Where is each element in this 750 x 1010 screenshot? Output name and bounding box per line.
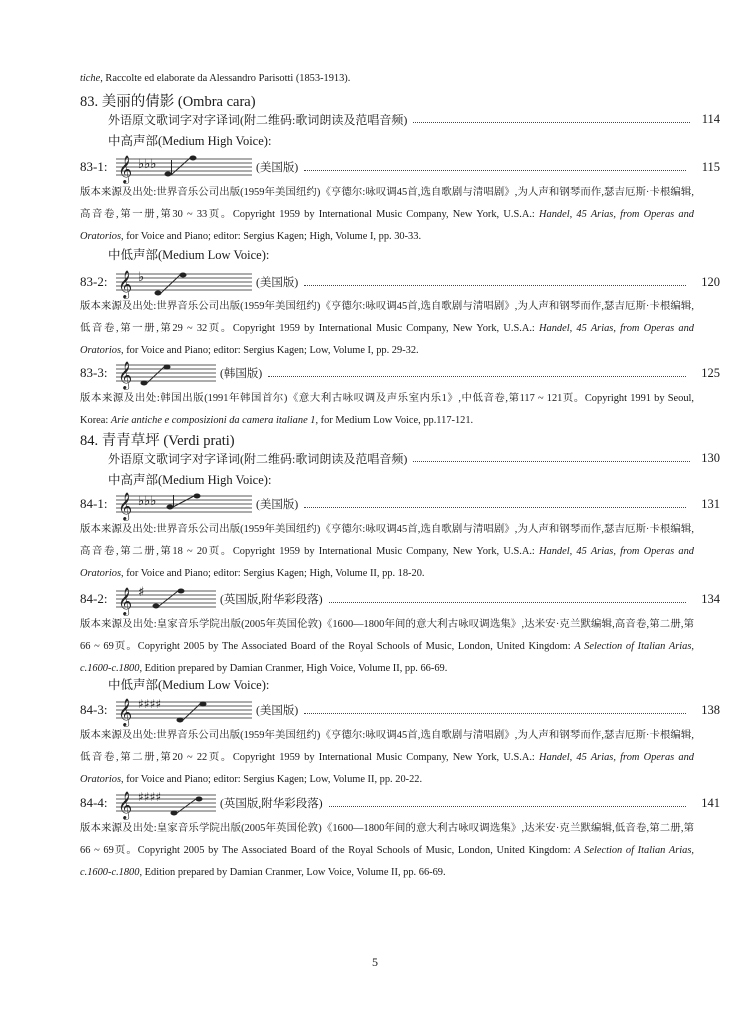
incipit-code: 83-1:	[80, 159, 108, 174]
music-staff-icon	[116, 356, 216, 390]
note-head-icon	[167, 505, 174, 510]
treble-clef-icon: 𝄞	[118, 492, 133, 520]
music-staff-icon	[116, 487, 252, 521]
song-83-medium-high-label: 中高声部(Medium High Voice):	[108, 134, 272, 148]
treble-clef-icon: 𝄞	[118, 698, 133, 726]
intro-line: tiche, Raccolte ed elaborate da Alessandro Parisotti (1853-1913).	[80, 73, 351, 84]
accidentals-icon: ♭♭♭	[138, 157, 157, 172]
accidentals-icon: ♯♯♯♯	[138, 697, 162, 711]
lyrics-entry-label: 外语原文歌词字对字译词(附二维码:歌词朗读及范唱音频)	[108, 451, 408, 466]
pitch-range-line	[159, 591, 178, 606]
incipit-83-2-source: 版本来源及出处:世界音乐公司出版(1959年美国纽约)《亨德尔:咏叹调45首,选自歌剧与清唱剧》,为人声和钢琴而作,瑟吉厄斯·卡根编辑,低音卷,第一册,第29 ~ 32页。Copyright 1959 by International Music Company, New York, U.S.A.: Handel, 45 Arias, from Operas and Oratorios, for Voice and Piano; editor: Sergius Kagen; Low, Volume I, pp. 29-32.	[80, 301, 694, 356]
page-ref: 131	[701, 496, 720, 511]
pitch-range-line	[173, 496, 194, 507]
pitch-range-line	[171, 158, 190, 175]
incipit-code: 84-1:	[80, 496, 108, 511]
accidentals-icon: ♭	[138, 270, 145, 285]
dot-leader	[268, 376, 686, 377]
page-ref: 134	[701, 591, 720, 606]
incipit-code: 84-2:	[80, 591, 108, 606]
incipit-84-3-source: 版本来源及出处:世界音乐公司出版(1959年美国纽约)《亨德尔:咏叹调45首,选自歌剧与清唱剧》,为人声和钢琴而作,瑟吉厄斯·卡根编辑,低音卷,第二册,第20 ~ 22页。Copyright 1959 by International Music Company, New York, U.S.A.: Handel, 45 Arias, from Operas and Oratorios, for Voice and Piano; editor: Sergius Kagen; Low, Volume II, pp. 20-22.	[80, 730, 694, 785]
incipit-84-4[interactable]	[80, 786, 720, 820]
note-head-icon	[155, 291, 162, 296]
accidentals-icon: ♯	[138, 585, 145, 600]
note-head-icon	[200, 702, 207, 707]
note-head-icon	[180, 273, 187, 278]
page-ref: 120	[701, 274, 720, 289]
note-head-icon	[196, 797, 203, 802]
incipit-84-2-source: 版本来源及出处:皇家音乐学院出版(2005年英国伦敦)《1600—1800年间的意大利古咏叹调选集》,达米安·克兰默编辑,高音卷,第二册,第66 ~ 69页。Copyright 2005 by The Associated Board of the Royal Schools of Music, London, United Kingdom: A Selection of Italian Arias, c.1600-c.1800, Edition prepared by Damian Cranmer, High Voice, Volume II, pp. 66-69.	[80, 619, 694, 674]
music-staff-icon	[116, 582, 216, 616]
incipit-84-2[interactable]	[80, 582, 720, 616]
edition-label: (英国版,附华彩段落)	[220, 594, 323, 606]
note-head-icon	[178, 589, 185, 594]
treble-clef-icon: 𝄞	[118, 587, 133, 615]
page-ref: 138	[701, 702, 720, 717]
edition-label: (美国版)	[256, 499, 299, 511]
treble-clef-icon: 𝄞	[118, 361, 133, 389]
note-head-icon	[165, 172, 172, 177]
note-head-icon	[190, 156, 197, 161]
incipit-83-1[interactable]	[80, 150, 720, 184]
dot-leader	[304, 170, 686, 171]
incipit-code: 83-2:	[80, 274, 108, 289]
page-ref: 130	[701, 450, 720, 465]
music-staff-icon	[116, 786, 216, 820]
page-ref: 114	[701, 111, 720, 126]
dot-leader	[413, 122, 690, 123]
song-83-heading: 83. 美丽的倩影 (Ombra cara)	[80, 94, 256, 110]
incipit-84-1[interactable]	[80, 487, 720, 521]
edition-label: (美国版)	[256, 162, 299, 174]
page-ref: 125	[701, 365, 720, 380]
song-84-medium-high-label: 中高声部(Medium High Voice):	[108, 473, 272, 487]
note-head-icon	[164, 365, 171, 370]
edition-label: (美国版)	[256, 277, 299, 289]
note-head-icon	[171, 811, 178, 816]
incipit-code: 83-3:	[80, 365, 108, 380]
incipit-84-3[interactable]	[80, 693, 720, 727]
song-84-lyrics-entry[interactable]	[108, 447, 720, 469]
accidentals-icon: ♯♯♯♯	[138, 790, 162, 804]
treble-clef-icon: 𝄞	[118, 791, 133, 819]
pitch-range-line	[183, 704, 200, 720]
page-number: 5	[372, 955, 378, 969]
song-84-medium-low-label: 中低声部(Medium Low Voice):	[108, 678, 270, 692]
dot-leader	[329, 806, 686, 807]
song-83-lyrics-entry[interactable]	[108, 108, 720, 130]
note-head-icon	[153, 604, 160, 609]
song-84-heading: 84. 青青草坪 (Verdi prati)	[80, 433, 235, 449]
note-head-icon	[194, 494, 201, 499]
music-staff-icon	[116, 150, 252, 184]
treble-clef-icon: 𝄞	[118, 270, 133, 298]
music-staff-icon	[116, 265, 252, 299]
dot-leader	[304, 713, 686, 714]
incipit-83-2[interactable]	[80, 265, 720, 299]
song-83-medium-low-label: 中低声部(Medium Low Voice):	[108, 248, 270, 262]
incipit-83-3-source: 版本来源及出处:韩国出版(1991年韩国首尔)《意大利古咏叹调及声乐室内乐1》,中低音卷,第117 ~ 121页。Copyright 1991 by Seoul, Korea: Arie antiche e composizioni da camera italiane 1, for Medium Low Voice, pp.117-121.	[80, 393, 694, 426]
accidentals-icon: ♭♭♭	[138, 494, 157, 509]
note-head-icon	[177, 718, 184, 723]
treble-clef-icon: 𝄞	[118, 155, 133, 183]
edition-label: (美国版)	[256, 705, 299, 717]
incipit-code: 84-3:	[80, 702, 108, 717]
page-ref: 115	[701, 159, 720, 174]
edition-label: (韩国版)	[220, 368, 263, 380]
page-ref: 141	[701, 795, 720, 810]
lyrics-entry-label: 外语原文歌词字对字译词(附二维码:歌词朗读及范唱音频)	[108, 112, 408, 127]
dot-leader	[413, 461, 690, 462]
incipit-84-4-source: 版本来源及出处:皇家音乐学院出版(2005年英国伦敦)《1600—1800年间的意大利古咏叹调选集》,达米安·克兰默编辑,低音卷,第二册,第66 ~ 69页。Copyright 2005 by The Associated Board of the Royal Schools of Music, London, United Kingdom: A Selection of Italian Arias, c.1600-c.1800, Edition prepared by Damian Cranmer, Low Voice, Volume II, pp. 66-69.	[80, 823, 694, 878]
music-staff-icon	[116, 693, 252, 727]
incipit-83-3[interactable]	[80, 356, 720, 390]
dot-leader	[329, 602, 686, 603]
note-head-icon	[141, 381, 148, 386]
dot-leader	[304, 507, 686, 508]
incipit-83-1-source: 版本来源及出处:世界音乐公司出版(1959年美国纽约)《亨德尔:咏叹调45首,选自歌剧与清唱剧》,为人声和钢琴而作,瑟吉厄斯·卡根编辑,高音卷,第一册,第30 ~ 33页。Copyright 1959 by International Music Company, New York, U.S.A.: Handel, 45 Arias, from Operas and Oratorios, for Voice and Piano; editor: Sergius Kagen; High, Volume I, pp. 30-33.	[80, 187, 694, 242]
dot-leader	[304, 285, 686, 286]
edition-label: (英国版,附华彩段落)	[220, 798, 323, 810]
incipit-code: 84-4:	[80, 795, 108, 810]
incipit-84-1-source: 版本来源及出处:世界音乐公司出版(1959年美国纽约)《亨德尔:咏叹调45首,选自歌剧与清唱剧》,为人声和钢琴而作,瑟吉厄斯·卡根编辑,高音卷,第二册,第18 ~ 20页。Copyright 1959 by International Music Company, New York, U.S.A.: Handel, 45 Arias, from Operas and Oratorios, for Voice and Piano; editor: Sergius Kagen; High, Volume II, pp. 18-20.	[80, 524, 694, 579]
